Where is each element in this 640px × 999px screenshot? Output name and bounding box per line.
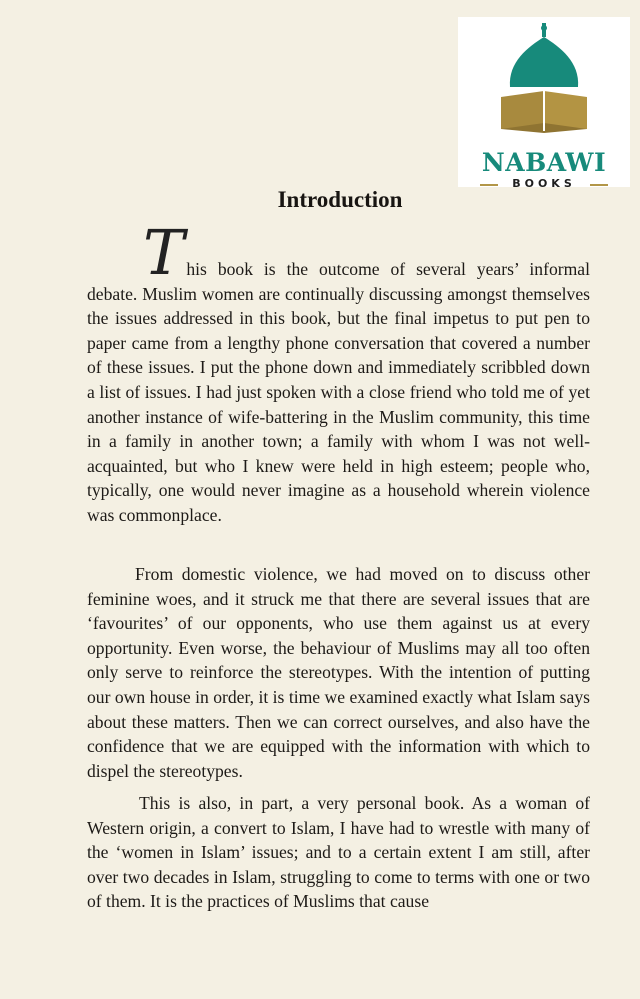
dome-book-icon bbox=[458, 17, 630, 147]
page-title: Introduction bbox=[277, 187, 403, 212]
paragraph-1-text: his book is the outcome of several years’ informal debate. Muslim women are continually discussing amongst themselves the issues addressed in this book, but the final impetus to put pen to paper came from a lengthy phone conversation that covered a number of these issues. I put the phone down and immediately scribbled down a list of issues. I had just spoken with a close friend who told me of yet another instance of wife-battering in the Muslim community, this time in a family in another town; a family with whom I was not well-acquainted, but who I knew were held in high esteem; people who, typically, one would never imagine as a household wherein violence was commonplace. bbox=[87, 259, 590, 525]
logo-subtitle: BOOKS bbox=[512, 177, 576, 190]
publisher-logo bbox=[458, 17, 630, 190]
logo-rule-right bbox=[590, 184, 608, 186]
paragraph-2: From domestic violence, we had moved on to discuss other feminine woes, and it struck me that there are several issues that are ‘favourites’ of our opponents, who use them against us at every opportunity. Even worse, the behaviour of Muslims may all too often only serve to reinforce the stereotypes. With the intention of putting our own house in order, it is time we examined exactly what Islam says about these matters. Then we can correct ourselves, and also have the confidence that we are equipped with the information with which to dispel the stereotypes. bbox=[87, 564, 590, 781]
logo-name: NABAWI bbox=[481, 148, 607, 177]
bleed-through-text bbox=[92, 196, 96, 216]
paragraph-1 bbox=[87, 216, 590, 528]
drop-cap: T bbox=[143, 216, 185, 289]
paragraph-3: This is also, in part, a very personal book. As a woman of Western origin, a convert to Islam, I have had to wrestle with many of the ‘women in Islam’ issues; and to a certain extent I am still, after over two decades in Islam, struggling to come to terms with one or two of them. It is the practices of Muslims that cause bbox=[87, 793, 590, 912]
